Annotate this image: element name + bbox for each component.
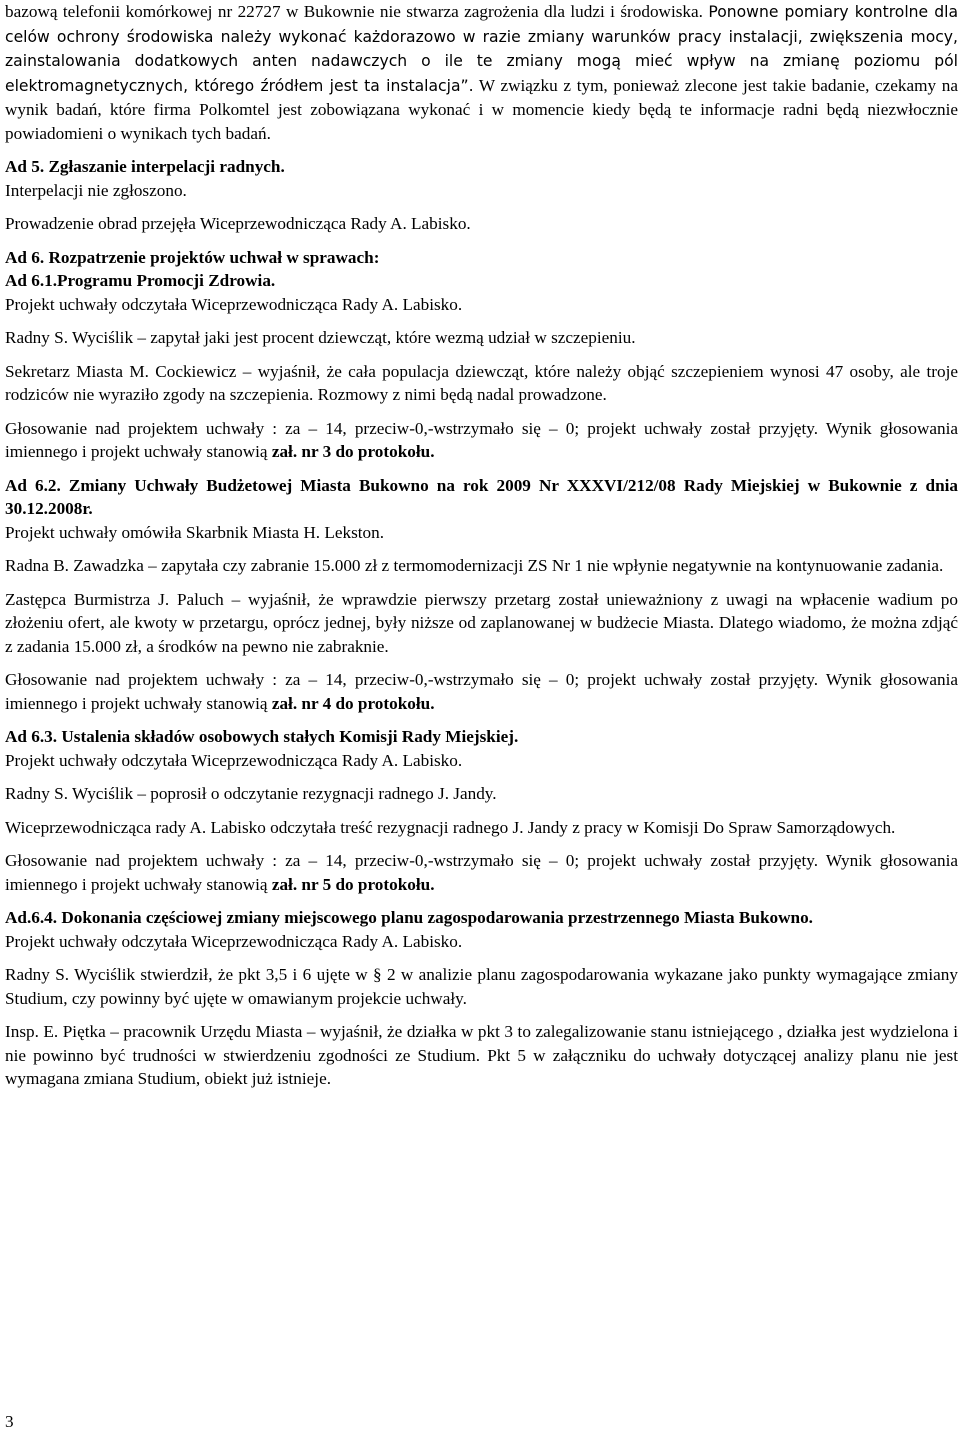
subsection-heading: Ad 6.3. Ustalenia składów osobowych stałych Komisji Rady Miejskiej. xyxy=(5,727,519,746)
paragraph-chair-change: Prowadzenie obrad przejęła Wiceprzewodnicząca Rady A. Labisko. xyxy=(5,214,471,233)
paragraph: Projekt uchwały odczytała Wiceprzewodnicząca Rady A. Labisko. xyxy=(5,294,463,314)
paragraph: Projekt uchwały odczytała Wiceprzewodnicząca Rady A. Labisko. xyxy=(5,750,463,770)
attachment-reference: zał. nr 5 do protokołu. xyxy=(271,874,435,894)
subsection-heading: Ad.6.4. Dokonania częściowej zmiany miejscowego planu zagospodarowania przestrzennego Miasta Bukowno. xyxy=(5,908,813,927)
paragraph: Wiceprzewodnicząca rady A. Labisko odczytała treść rezygnacji radnego J. Jandy z pracy w Komisji Do Spraw Samorządowych. xyxy=(5,817,896,837)
paragraph: Projekt uchwały odczytała Wiceprzewodnicząca Rady A. Labisko. xyxy=(5,931,463,951)
vote-paragraph: Głosowanie nad projektem uchwały : za – 14, przeciw-0,-wstrzymało się – 0; projekt uchwały został przyjęty. Wynik głosowania imiennego i projekt uchwały stanowią zał. nr 4 do protokołu. xyxy=(5,670,958,713)
paragraph: Radny S. Wyciślik stwierdził, że pkt 3,5 i 6 ujęte w § 2 w analizie planu zagospodarowania wykazane jako punkty wymagające zmiany Studium, czy powinny być ujęte w omawianym projekcie uchwały. xyxy=(5,965,958,1008)
vote-paragraph: Głosowanie nad projektem uchwały : za – 14, przeciw-0,-wstrzymało się – 0; projekt uchwały został przyjęty. Wynik głosowania imiennego i projekt uchwały stanowią zał. nr 3 do protokołu. xyxy=(5,418,958,461)
attachment-reference: zał. nr 3 do protokołu. xyxy=(271,442,435,461)
paragraph: Radny S. Wyciślik – poprosił o odczytanie rezygnacji radnego J. Jandy. xyxy=(5,784,497,803)
subsection-heading: Ad 6.1.Programu Promocji Zdrowia. xyxy=(5,271,276,290)
section-heading: Ad 5. Zgłaszanie interpelacji radnych. xyxy=(5,157,285,176)
vote-paragraph: Głosowanie nad projektem uchwały : za – 14, przeciw-0,-wstrzymało się – 0; projekt uchwały został przyjęty. Wynik głosowania imiennego i projekt uchwały stanowią zał. nr 5 do protokołu. xyxy=(5,851,958,894)
paragraph: Zastępca Burmistrza J. Paluch – wyjaśnił, że wprawdzie pierwszy przetarg został unieważniony z uwagi na wpłacenie wadium po złożeniu ofert, ale kwoty w przetargu, oprócz jednej, były niższe od zaplanowanej w budżecie Miasta. Dlatego wiadomo, że można zdjąć z zadania 15.000 zł, a środków na pewno nie zabraknie. xyxy=(5,589,958,656)
paragraph: Interpelacji nie zgłoszono. xyxy=(5,180,187,200)
subsection-heading: Ad 6.2. Zmiany Uchwały Budżetowej Miasta Bukowno na rok 2009 Nr XXXVI/212/08 Rady Miejskiej w Bukownie z dnia 30.12.2008r. xyxy=(5,475,958,518)
paragraph-measurements xyxy=(5,0,958,145)
paragraph: Radny S. Wyciślik – zapytał jaki jest procent dziewcząt, które wezmą udział w szczepieniu. xyxy=(5,328,636,347)
section-heading: Ad 6. Rozpatrzenie projektów uchwał w sprawach: xyxy=(5,247,380,267)
text-segment: W związku z tym, ponieważ zlecone jest takie badanie, czekamy na wynik badań, które firma Polkomtel jest zobowiązana wykonać i w momencie kiedy będą te informacje radni będą niezwłocznie powiadomieni o wynikach tych badań. xyxy=(5,75,958,143)
attachment-reference: zał. nr 4 do protokołu. xyxy=(271,693,435,713)
paragraph: Insp. E. Piętka – pracownik Urzędu Miasta – wyjaśnił, że działka w pkt 3 to zalegalizowanie stanu istniejącego , działka jest wydzielona i nie powinno być trudności w stwierdzeniu zgodności ze Studium. Pkt 5 w załączniku do uchwały dotyczącej analizy planu nie jest wymagana zmiana Studium, obiekt już istnieje. xyxy=(5,1022,958,1088)
paragraph: Radna B. Zawadzka – zapytała czy zabranie 15.000 zł z termomodernizacji ZS Nr 1 nie wpłynie negatywnie na kontynuowanie zadania. xyxy=(5,556,944,575)
page-number: 3 xyxy=(5,1412,14,1431)
paragraph: Sekretarz Miasta M. Cockiewicz – wyjaśnił, że cała populacja dziewcząt, które należy objąć szczepieniem wynosi 47 osoby, ale troje rodziców nie wyraziło zgody na szczepienia. Rozmowy z nimi będą nadal prowadzone. xyxy=(5,361,958,404)
quoted-text: Ponowne pomiary kontrolne dla celów ochrony środowiska należy wykonać każdorazowo w razie zmiany warunków pracy instalacji, zwiększenia mocy, zainstalowania dodatkowych anten nadawczych o ile te zmiany mogą mieć wpływ na zmianę poziomu pól elektromagnetycznych, którego źródłem jest ta instalacja”. xyxy=(5,3,959,95)
paragraph: Projekt uchwały omówiła Skarbnik Miasta H. Lekston. xyxy=(5,522,385,542)
document-body xyxy=(5,0,958,1101)
text-segment: bazową telefonii komórkowej nr 22727 w Bukownie nie stwarza zagrożenia dla ludzi i środowiska. xyxy=(5,2,709,21)
